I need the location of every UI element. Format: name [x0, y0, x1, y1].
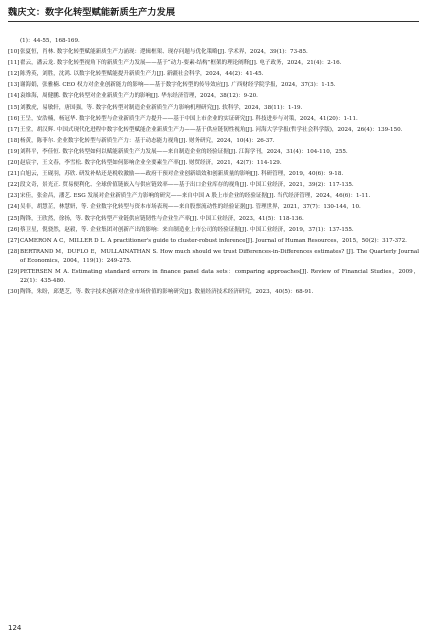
- reference-item: [25] 陶锋，王欣然，徐扬，等. 数字化转型产业链供应链韧性与企业生产率[J]. 中国工业经济，2023，41(5)：118-136.: [8, 215, 304, 222]
- reference-item: [22] 段文奇，景光正. 贸易便利化、全球价值链嵌入与供应链效率——基于出口企业库存的视角[J]. 中国工业经济，2021，39(2)：117-135.: [8, 182, 354, 189]
- reference-item: [19] 刘科平，李佳恒. 数字化转型如何以赋能新质生产力发展——来自制造企业的经验证据[J]. 江海学刊，2024，31(4)：104-110，255.: [8, 148, 348, 155]
- running-header: [8, 6, 419, 22]
- reference-item: [18] 杨黄，陈菲尔. 企业数字化转型与新质生产力：基于动态能力视角[J]. 财务研究，2024，10(4)：26-37.: [8, 137, 275, 144]
- reference-item: [26] 蔡卫星，倪骁然，赵毅，等. 企业集团对创新产出的影响：来自制造业上市公司的经验证据[J]. 中国工业经济，2019，37(1)：137-155.: [8, 226, 354, 233]
- reference-item: [21] 白旭云，王砚羽，苏欣. 研发补贴还是税收激励——政府干预对企业创新绩效和创新质量的影响[J]. 科研管理，2019，40(6)：9-18.: [8, 171, 344, 178]
- reference-item: (1)：44-55，168-169.: [20, 38, 80, 44]
- header-rule: [8, 21, 419, 22]
- reference-item: [11] 翟云，潘云龙. 数字化转型视角下的新质生产力发展——基于“动力-要素-结构”框架的理论阐释[J]. 电子政务，2024，21(4)：2-16.: [8, 60, 342, 67]
- reference-item: [20] 赵宸宇，王文春，李雪松. 数字化转型如何影响企业全要素生产率[J]. 财贸经济，2021，42(7)：114-129.: [8, 160, 282, 167]
- reference-item: [10] 张夏恒，肖林. 数字化转型赋能新质生产力涌现：逻辑框架、现存问题与优化策略[J]. 学术界，2024，39(1)：73-85.: [8, 49, 308, 56]
- header-title: 魏庆文：数字化转型赋能新质生产力发展: [8, 7, 176, 18]
- reference-item: [16] 王呈，安浩楠，杨冠华. 数字化转型与企业新质生产力提升——基于中国上市企业的实证研究[J]. 科技进步与对策，2024，41(20)：1-11.: [8, 115, 358, 122]
- reference-item: [30] 陶锋，朱盼，邱楚芝，等. 数字技术创新对企业市场价值的影响研究[J]. 数量经济技术经济研究，2023，40(5)：68-91.: [8, 288, 314, 295]
- reference-item: [14] 袁维海，周健鹏. 数字化转型对企业新质生产力的影响[J]. 华东经济管理，2024，38(12)：9-20.: [8, 93, 258, 100]
- reference-item: [29] PETERSEN M A. Estimating standard errors in finance panel data sets：comparing approaches[J]. Review of Financial Studies，2009，22(1)：435-480.: [8, 268, 419, 284]
- reference-item: [15] 刘教虎，易敏轩，唐国强，等. 数字化转型对制造企业新质生产力影响机理研究[J]. 软科学，2024，38(11)：1-19.: [8, 104, 303, 111]
- reference-item: [24] 吴非，胡慧芷，林慧妍，等. 企业数字化转型与资本市场表现——来自股票流动性的经验证据[J]. 管理世界，2021，37(7)：130-144，10.: [8, 204, 361, 211]
- reference-item: [27] CAMERON A C，MILLER D L. A practitioner's guide to cluster-robust inference[J]. Journal of Human Resources，2015，50(2)：317-372.: [8, 237, 407, 244]
- reference-item: [28] BERTRAND M，DUFLO E，MULLAINATHAN S. How much should we trust Differences-in-Differences estimates? [J]. The Quarterly Journal of Economics，2004，119(1)：249-275.: [8, 248, 419, 264]
- reference-item: [13] 谢海娟，张雅楠. CEO 权力对企业创新能力的影响——基于数字化转型的传导效应[J]. 广西财经学院学报，2024，37(3)：1-15.: [8, 82, 336, 89]
- reference-item: [23] 宋佳，张金昌，潘艺. ESG 发展对企业新质生产力影响的研究——来自中国 A 股上市企业的经验证据[J]. 当代经济管理，2024，46(6)：1-11.: [8, 193, 371, 200]
- reference-list: [8, 37, 419, 299]
- page-number: 124: [8, 624, 22, 632]
- reference-item: [12] 陈秀英，刘胜，沈鸿. 以数字化转型赋能提升新质生产力[J]. 新疆社会科学，2024，44(2)：41-45.: [8, 71, 264, 78]
- reference-item: [17] 王堂，胡汉辉. 中国式现代化进程中数字化转型赋能企业新质生产力——基于供应链韧性视角[J]. 河海大学学报(哲学社会科学版)，2024，26(4)：139-150.: [8, 126, 403, 133]
